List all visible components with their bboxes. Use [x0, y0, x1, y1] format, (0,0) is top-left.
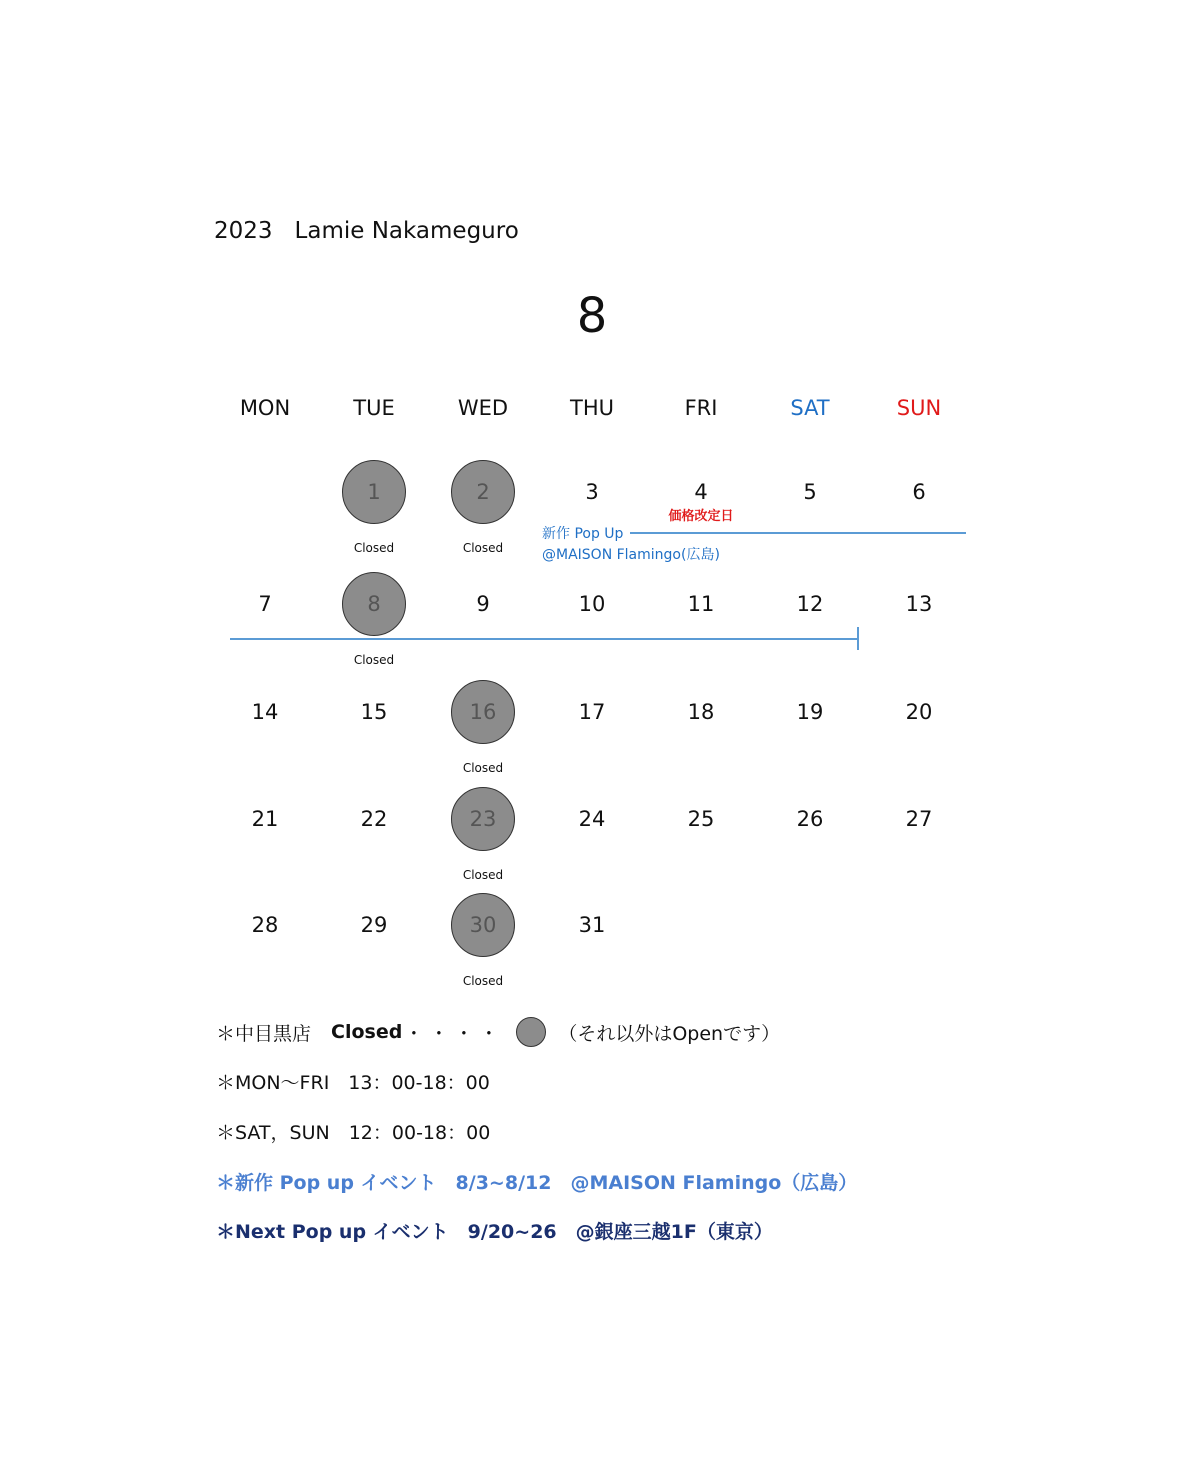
weekday-sun: SUN	[896, 396, 942, 420]
day-27: 27	[905, 807, 933, 831]
day-31: 31	[578, 913, 606, 937]
closed-label: Closed	[462, 761, 504, 775]
day-4: 4	[694, 480, 708, 504]
closed-label: Closed	[462, 974, 504, 988]
popup-event-label-line2: @MAISON Flamingo(広島)	[542, 547, 720, 563]
closed-legend	[216, 1017, 780, 1047]
day-9: 9	[476, 592, 490, 616]
day-23: 23	[469, 807, 497, 831]
day-7: 7	[258, 592, 272, 616]
day-8: 8	[367, 592, 381, 616]
day-16: 16	[469, 700, 497, 724]
weekday-mon: MON	[239, 396, 291, 420]
day-28: 28	[251, 913, 279, 937]
day-26: 26	[796, 807, 824, 831]
day-11: 11	[687, 592, 715, 616]
day-24: 24	[578, 807, 606, 831]
closed-legend-circle-icon	[516, 1017, 546, 1047]
day-5: 5	[803, 480, 817, 504]
year-label: 2023	[214, 218, 273, 244]
closed-legend-prefix: ＊中目黒店	[216, 1022, 312, 1045]
weekday-fri: FRI	[684, 396, 718, 420]
closed-legend-suffix: （それ以外はOpenです）	[558, 1022, 781, 1045]
shop-name: Lamie Nakameguro	[294, 218, 519, 244]
day-30: 30	[469, 913, 497, 937]
day-15: 15	[360, 700, 388, 724]
closed-label: Closed	[353, 541, 395, 555]
day-10: 10	[578, 592, 606, 616]
weekend-hours-note: ＊SAT，SUN 12：00-18：00	[216, 1122, 491, 1144]
popup-range-line-week2	[230, 638, 858, 640]
day-3: 3	[585, 480, 599, 504]
day-29: 29	[360, 913, 388, 937]
day-18: 18	[687, 700, 715, 724]
weekday-hours-note: ＊MON〜FRI 13：00-18：00	[216, 1072, 490, 1094]
next-popup-note: ＊Next Pop up イベント 9/20~26 @銀座三越1F（東京）	[216, 1221, 773, 1243]
weekday-sat: SAT	[790, 396, 830, 420]
day-6: 6	[912, 480, 926, 504]
closed-label: Closed	[462, 541, 504, 555]
closed-label: Closed	[353, 653, 395, 667]
day-14: 14	[251, 700, 279, 724]
day-25: 25	[687, 807, 715, 831]
weekday-thu: THU	[570, 396, 614, 420]
day-21: 21	[251, 807, 279, 831]
day-12: 12	[796, 592, 824, 616]
price-revision-label: 価格改定日	[668, 509, 734, 524]
closed-legend-dots: ・・・・	[404, 1022, 505, 1045]
popup-event-label-line1: 新作 Pop Up	[542, 526, 624, 542]
weekday-tue: TUE	[353, 396, 395, 420]
day-22: 22	[360, 807, 388, 831]
day-1: 1	[367, 480, 381, 504]
day-2: 2	[476, 480, 490, 504]
closed-label: Closed	[462, 868, 504, 882]
day-19: 19	[796, 700, 824, 724]
calendar-title	[214, 218, 519, 244]
popup-event-note: ＊新作 Pop up イベント 8/3~8/12 @MAISON Flamingo（広島）	[216, 1172, 858, 1194]
popup-range-line-week1	[630, 532, 966, 534]
weekday-wed: WED	[457, 396, 509, 420]
day-17: 17	[578, 700, 606, 724]
popup-range-end-tick	[857, 627, 859, 650]
month-number: 8	[576, 288, 608, 344]
closed-legend-bold: Closed	[331, 1021, 403, 1043]
day-20: 20	[905, 700, 933, 724]
day-13: 13	[905, 592, 933, 616]
